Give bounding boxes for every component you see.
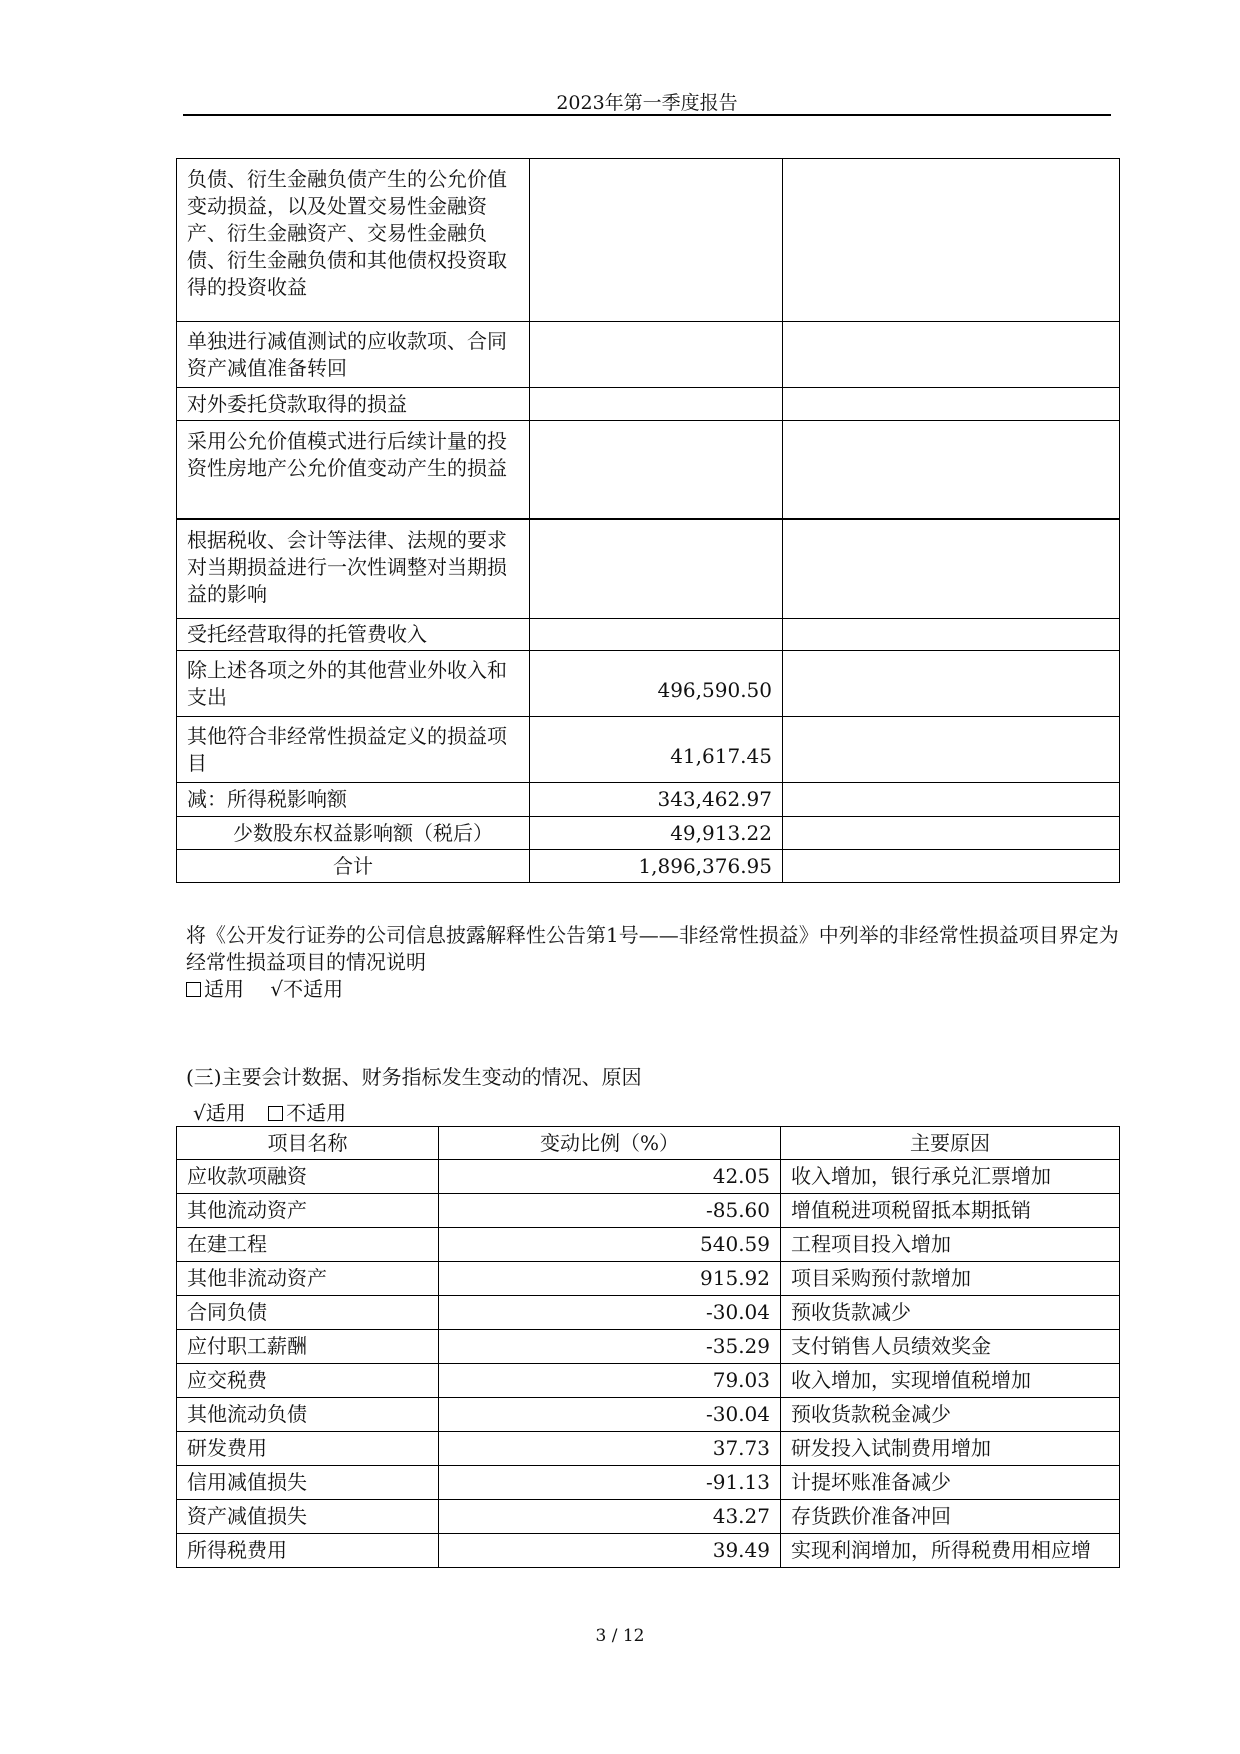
row-label: 对外委托贷款取得的损益 xyxy=(177,388,530,421)
row-note xyxy=(783,421,1120,519)
row-label: 减：所得税影响额 xyxy=(177,783,530,817)
row-label: 负债、衍生金融负债产生的公允价值变动损益，以及处置交易性金融资产、衍生金融资产、交易性金融负债、衍生金融负债和其他债权投资取得的投资收益 xyxy=(177,159,530,322)
indicator-change-table xyxy=(176,1126,1120,1568)
item-name: 合同负债 xyxy=(177,1296,439,1330)
row-amount: 496,590.50 xyxy=(530,651,783,717)
main-reason: 工程项目投入增加 xyxy=(781,1228,1120,1262)
col-header-item: 项目名称 xyxy=(177,1127,439,1160)
table-row xyxy=(177,421,1120,519)
table-row xyxy=(177,651,1120,717)
main-reason: 支付销售人员绩效奖金 xyxy=(781,1330,1120,1364)
section-title: (三)主要会计数据、财务指标发生变动的情况、原因 xyxy=(186,1065,642,1089)
report-header-title: 2023年第一季度报告 xyxy=(556,92,738,114)
item-name: 应收款项融资 xyxy=(177,1160,439,1194)
table-row xyxy=(177,619,1120,651)
row-note xyxy=(783,519,1120,619)
table-row xyxy=(177,1500,1120,1534)
item-name: 信用减值损失 xyxy=(177,1466,439,1500)
table-row xyxy=(177,1432,1120,1466)
row-label: 受托经营取得的托管费收入 xyxy=(177,619,530,651)
change-ratio: -35.29 xyxy=(439,1330,781,1364)
statement-options xyxy=(186,976,343,1003)
option-applicable: 适用 xyxy=(204,977,244,1001)
row-label: 采用公允价值模式进行后续计量的投资性房地产公允价值变动产生的损益 xyxy=(177,421,530,519)
change-ratio: -30.04 xyxy=(439,1296,781,1330)
row-note xyxy=(783,717,1120,783)
row-label: 其他符合非经常性损益定义的损益项目 xyxy=(177,717,530,783)
row-amount: 343,462.97 xyxy=(530,783,783,817)
row-label: 除上述各项之外的其他营业外收入和支出 xyxy=(177,651,530,717)
table-row xyxy=(177,783,1120,817)
option-not-applicable: √不适用 xyxy=(270,977,344,1001)
main-reason: 收入增加，银行承兑汇票增加 xyxy=(781,1160,1120,1194)
row-note xyxy=(783,159,1120,322)
item-name: 在建工程 xyxy=(177,1228,439,1262)
row-label: 根据税收、会计等法律、法规的要求对当期损益进行一次性调整对当期损益的影响 xyxy=(177,519,530,619)
row-amount xyxy=(530,421,783,519)
table-row xyxy=(177,1160,1120,1194)
change-ratio: -30.04 xyxy=(439,1398,781,1432)
col-header-ratio: 变动比例（%） xyxy=(439,1127,781,1160)
item-name: 应付职工薪酬 xyxy=(177,1330,439,1364)
main-reason: 计提坏账准备减少 xyxy=(781,1466,1120,1500)
item-name: 资产减值损失 xyxy=(177,1500,439,1534)
main-reason: 实现利润增加，所得税费用相应增 xyxy=(781,1534,1120,1568)
row-amount: 1,896,376.95 xyxy=(530,850,783,883)
table-row xyxy=(177,1330,1120,1364)
row-label: 合计 xyxy=(177,850,530,883)
table-row xyxy=(177,817,1120,850)
table-row xyxy=(177,1296,1120,1330)
row-note xyxy=(783,783,1120,817)
table-row xyxy=(177,1398,1120,1432)
row-note xyxy=(783,322,1120,388)
item-name: 其他非流动资产 xyxy=(177,1262,439,1296)
change-ratio: 43.27 xyxy=(439,1500,781,1534)
main-reason: 项目采购预付款增加 xyxy=(781,1262,1120,1296)
main-reason: 存货跌价准备冲回 xyxy=(781,1500,1120,1534)
option-not-applicable: 不适用 xyxy=(286,1101,347,1125)
table-row xyxy=(177,519,1120,619)
table-row xyxy=(177,1262,1120,1296)
main-reason: 收入增加，实现增值税增加 xyxy=(781,1364,1120,1398)
table-row xyxy=(177,1466,1120,1500)
item-name: 其他流动资产 xyxy=(177,1194,439,1228)
row-amount xyxy=(530,159,783,322)
checkbox-icon xyxy=(268,1106,283,1121)
row-note xyxy=(783,388,1120,421)
change-ratio: 37.73 xyxy=(439,1432,781,1466)
table-row xyxy=(177,850,1120,883)
table-row xyxy=(177,388,1120,421)
header-rule xyxy=(183,114,1111,116)
table-row xyxy=(177,717,1120,783)
row-amount: 41,617.45 xyxy=(530,717,783,783)
change-ratio: 79.03 xyxy=(439,1364,781,1398)
main-reason: 预收货款税金减少 xyxy=(781,1398,1120,1432)
change-ratio: 540.59 xyxy=(439,1228,781,1262)
non-recurring-gains-table xyxy=(176,158,1120,883)
section-options xyxy=(193,1100,346,1127)
item-name: 应交税费 xyxy=(177,1364,439,1398)
row-amount xyxy=(530,388,783,421)
item-name: 所得税费用 xyxy=(177,1534,439,1568)
table-row xyxy=(177,1364,1120,1398)
change-ratio: -85.60 xyxy=(439,1194,781,1228)
row-amount xyxy=(530,519,783,619)
change-ratio: -91.13 xyxy=(439,1466,781,1500)
option-applicable: √适用 xyxy=(193,1101,246,1125)
row-amount xyxy=(530,619,783,651)
main-reason: 增值税进项税留抵本期抵销 xyxy=(781,1194,1120,1228)
page-number: 3 / 12 xyxy=(595,1626,645,1646)
table-row xyxy=(177,1228,1120,1262)
table-header-row xyxy=(177,1127,1120,1160)
item-name: 其他流动负债 xyxy=(177,1398,439,1432)
main-reason: 预收货款减少 xyxy=(781,1296,1120,1330)
main-reason: 研发投入试制费用增加 xyxy=(781,1432,1120,1466)
row-amount xyxy=(530,322,783,388)
table-row xyxy=(177,159,1120,322)
change-ratio: 42.05 xyxy=(439,1160,781,1194)
row-note xyxy=(783,817,1120,850)
row-note xyxy=(783,850,1120,883)
row-label: 少数股东权益影响额（税后） xyxy=(177,817,530,850)
table-row xyxy=(177,1534,1120,1568)
row-note xyxy=(783,619,1120,651)
row-note xyxy=(783,651,1120,717)
statement-text: 将《公开发行证券的公司信息披露解释性公告第1号——非经常性损益》中列举的非经常性损益项目界定为经常性损益项目的情况说明 xyxy=(186,923,1119,974)
row-amount: 49,913.22 xyxy=(530,817,783,850)
change-ratio: 915.92 xyxy=(439,1262,781,1296)
table-row xyxy=(177,1194,1120,1228)
checkbox-icon xyxy=(186,982,201,997)
row-label: 单独进行减值测试的应收款项、合同资产减值准备转回 xyxy=(177,322,530,388)
col-header-reason: 主要原因 xyxy=(781,1127,1120,1160)
item-name: 研发费用 xyxy=(177,1432,439,1466)
change-ratio: 39.49 xyxy=(439,1534,781,1568)
table-row xyxy=(177,322,1120,388)
